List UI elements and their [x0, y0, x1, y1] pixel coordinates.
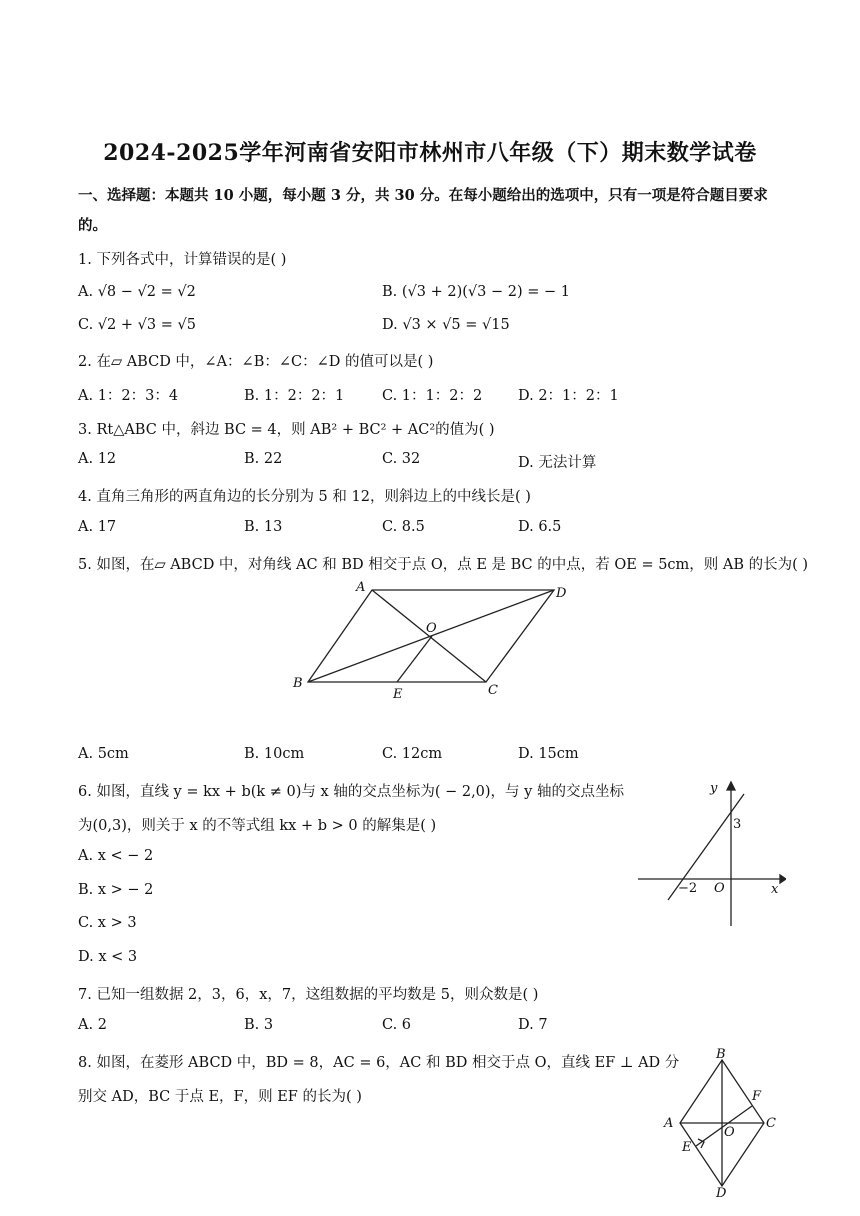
q5-option-b: B. 10cm	[244, 746, 305, 762]
q3-option-a: A. 12	[78, 451, 117, 467]
q4-option-c: C. 8.5	[382, 519, 425, 535]
label-o: O	[724, 1125, 735, 1140]
q3-option-b: B. 22	[244, 451, 283, 467]
label-o: O	[714, 881, 725, 896]
q8-stem-line2: 别交 AD，BC 于点 E，F，则 EF 的长为( )	[78, 1089, 362, 1105]
q7-stem: 7. 已知一组数据 2，3，6，x，7，这组数据的平均数是 5，则众数是( )	[78, 987, 539, 1003]
q6-stem-line2: 为(0,3)，则关于 x 的不等式组 kx + b > 0 的解集是( )	[78, 818, 437, 834]
label-e: E	[682, 1140, 692, 1155]
q1-option-c: C. √2 + √3 = √5	[78, 317, 196, 333]
q6-line-graph-figure	[634, 776, 786, 932]
q8-stem-line1: 8. 如图，在菱形 ABCD 中，BD = 8，AC = 6，AC 和 BD 相交于点 O，直线 EF ⊥ AD 分	[78, 1055, 680, 1071]
q5-stem: 5. 如图，在▱ ABCD 中，对角线 AC 和 BD 相交于点 O，点 E 是 BC 的中点，若 OE = 5cm，则 AB 的长为( )	[78, 557, 809, 573]
label-f: F	[752, 1089, 762, 1104]
q5-option-d: D. 15cm	[518, 746, 579, 762]
page-title: 2024-2025学年河南省安阳市林州市八年级（下）期末数学试卷	[103, 140, 757, 166]
label-e: E	[393, 687, 403, 702]
q2-option-a: A. 1：2：3：4	[78, 388, 179, 404]
diagonal-ac	[372, 590, 486, 682]
q3-stem: 3. Rt△ABC 中，斜边 BC = 4，则 AB² + BC² + AC²的值为( )	[78, 422, 495, 438]
q6-option-a: A. x < − 2	[78, 848, 154, 864]
q6-stem-line1: 6. 如图，直线 y = kx + b(k ≠ 0)与 x 轴的交点坐标为( − 2,0)，与 y 轴的交点坐标	[78, 784, 624, 800]
x-axis-arrow	[780, 875, 786, 883]
label-c: C	[488, 683, 498, 698]
q1-stem: 1. 下列各式中，计算错误的是( )	[78, 252, 287, 268]
q4-option-b: B. 13	[244, 519, 283, 535]
q5-option-c: C. 12cm	[382, 746, 443, 762]
diagonal-bd	[308, 590, 554, 682]
label-x: x	[771, 882, 779, 897]
q3-option-d: D. 无法计算	[518, 455, 597, 471]
q5-option-a: A. 5cm	[78, 746, 129, 762]
section-heading-line1: 一、选择题：本题共 10 小题，每小题 3 分，共 30 分。在每小题给出的选项中，只有一项是符合题目要求	[78, 187, 768, 204]
label-b: B	[293, 676, 303, 691]
y-axis-arrow	[727, 782, 735, 790]
q2-option-b: B. 1：2：2：1	[244, 388, 345, 404]
q2-option-c: C. 1：1：2：2	[382, 388, 483, 404]
q4-option-d: D. 6.5	[518, 519, 562, 535]
label-a: A	[356, 580, 366, 595]
q4-option-a: A. 17	[78, 519, 117, 535]
q7-option-a: A. 2	[78, 1017, 107, 1033]
q7-option-c: C. 6	[382, 1017, 412, 1033]
label-neg2: −2	[678, 881, 698, 896]
q2-stem: 2. 在▱ ABCD 中，∠A：∠B：∠C：∠D 的值可以是( )	[78, 354, 434, 370]
label-d: D	[716, 1186, 727, 1198]
q1-option-d: D. √3 × √5 = √15	[382, 317, 510, 333]
label-o: O	[426, 621, 437, 636]
q2-option-d: D. 2：1：2：1	[518, 388, 619, 404]
q6-option-c: C. x > 3	[78, 915, 137, 931]
q8-rhombus-figure	[660, 1046, 784, 1198]
label-b: B	[716, 1047, 726, 1062]
q6-option-b: B. x > − 2	[78, 882, 154, 898]
q1-option-a: A. √8 − √2 = √2	[78, 284, 196, 300]
q7-option-d: D. 7	[518, 1017, 548, 1033]
q3-option-c: C. 32	[382, 451, 421, 467]
label-3: 3	[733, 817, 742, 832]
label-a: A	[664, 1116, 674, 1131]
label-d: D	[556, 586, 567, 601]
q5-parallelogram-figure	[286, 578, 576, 706]
label-c: C	[766, 1116, 776, 1131]
q4-stem: 4. 直角三角形的两直角边的长分别为 5 和 12，则斜边上的中线长是( )	[78, 489, 531, 505]
q7-option-b: B. 3	[244, 1017, 274, 1033]
q6-option-d: D. x < 3	[78, 949, 138, 965]
q1-option-b: B. (√3 + 2)(√3 − 2) = − 1	[382, 284, 570, 300]
segment-oe	[397, 636, 432, 682]
section-heading-line2: 的。	[78, 217, 107, 234]
label-y: y	[710, 781, 718, 796]
